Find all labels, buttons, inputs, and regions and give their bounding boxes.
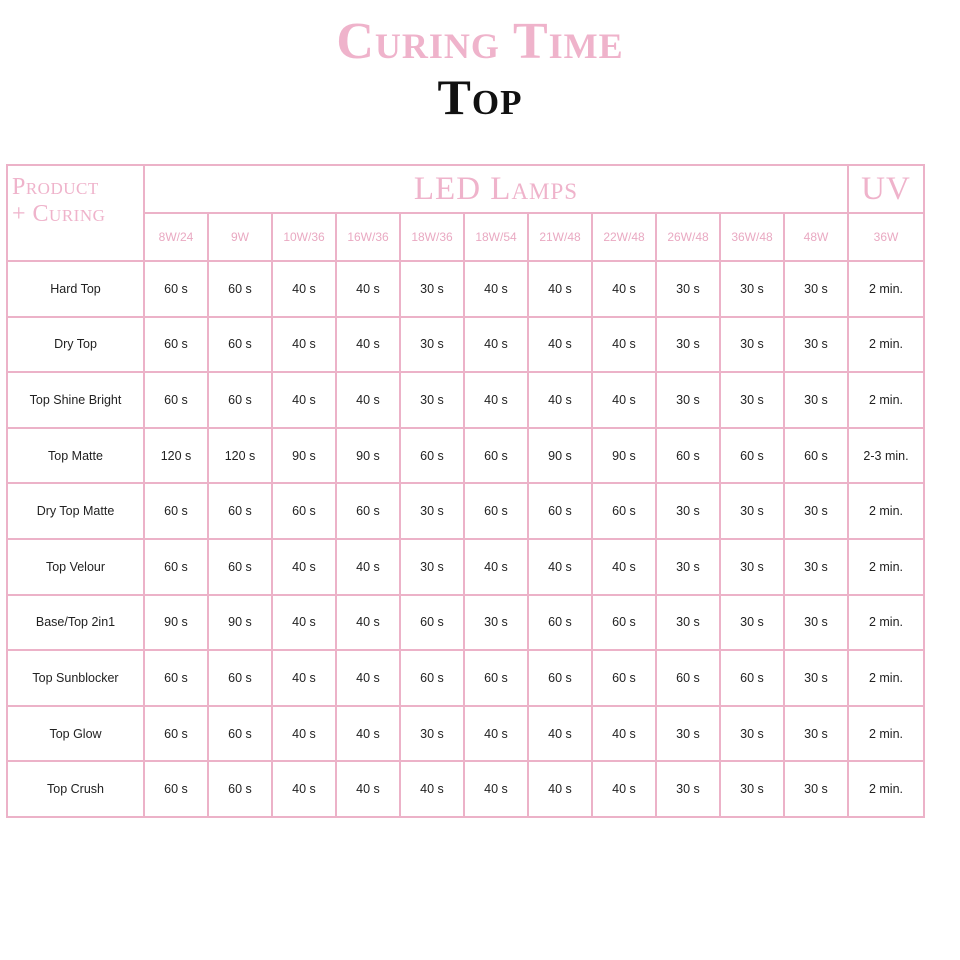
curing-time-cell: 2 min.: [848, 372, 924, 428]
page-subtitle: Top: [437, 69, 523, 125]
curing-time-cell: 60 s: [208, 650, 272, 706]
curing-time-cell: 40 s: [336, 761, 400, 817]
curing-time-cell: 2-3 min.: [848, 428, 924, 484]
curing-time-cell: 2 min.: [848, 317, 924, 373]
curing-time-cell: 30 s: [400, 706, 464, 762]
curing-time-cell: 2 min.: [848, 539, 924, 595]
curing-time-cell: 30 s: [720, 761, 784, 817]
curing-time-cell: 2 min.: [848, 761, 924, 817]
curing-time-cell: 30 s: [400, 317, 464, 373]
table-row: [7, 595, 924, 651]
curing-time-cell: 40 s: [464, 261, 528, 317]
curing-time-cell: 40 s: [336, 372, 400, 428]
product-name-cell: Dry Top Matte: [7, 483, 144, 539]
curing-time-cell: 60 s: [208, 317, 272, 373]
curing-time-cell: 40 s: [272, 261, 336, 317]
curing-time-cell: 40 s: [464, 372, 528, 428]
lamp-column-header: 10W/36: [272, 213, 336, 261]
curing-time-cell: 40 s: [400, 761, 464, 817]
curing-time-cell: 30 s: [656, 539, 720, 595]
curing-time-cell: 60 s: [528, 595, 592, 651]
curing-time-cell: 40 s: [336, 317, 400, 373]
table-row: [7, 650, 924, 706]
curing-time-cell: 90 s: [528, 428, 592, 484]
product-header-line1: Product: [12, 174, 99, 200]
curing-time-cell: 2 min.: [848, 261, 924, 317]
curing-time-cell: 30 s: [656, 317, 720, 373]
curing-time-cell: 120 s: [144, 428, 208, 484]
curing-time-cell: 40 s: [528, 317, 592, 373]
curing-time-cell: 40 s: [592, 261, 656, 317]
table-row: [7, 372, 924, 428]
curing-time-cell: 60 s: [144, 706, 208, 762]
curing-time-cell: 30 s: [784, 595, 848, 651]
curing-time-cell: 60 s: [208, 261, 272, 317]
curing-time-cell: 2 min.: [848, 706, 924, 762]
table-header: [7, 165, 924, 261]
curing-time-cell: 40 s: [592, 317, 656, 373]
lamp-column-header: 26W/48: [656, 213, 720, 261]
product-name-cell: Top Crush: [7, 761, 144, 817]
product-name-cell: Base/Top 2in1: [7, 595, 144, 651]
table-row: [7, 706, 924, 762]
curing-time-cell: 60 s: [464, 650, 528, 706]
curing-time-cell: 30 s: [784, 372, 848, 428]
curing-time-cell: 60 s: [400, 650, 464, 706]
curing-time-cell: 2 min.: [848, 650, 924, 706]
product-header-line2: + Curing: [12, 201, 106, 227]
curing-time-cell: 60 s: [592, 650, 656, 706]
curing-time-cell: 90 s: [208, 595, 272, 651]
curing-time-cell: 40 s: [272, 372, 336, 428]
lamp-column-header: 22W/48: [592, 213, 656, 261]
curing-time-cell: 60 s: [208, 761, 272, 817]
curing-time-cell: 40 s: [528, 261, 592, 317]
curing-time-table: [6, 164, 925, 818]
curing-time-cell: 40 s: [528, 539, 592, 595]
product-name-cell: Top Glow: [7, 706, 144, 762]
curing-time-cell: 60 s: [528, 650, 592, 706]
table-row: [7, 539, 924, 595]
curing-time-cell: 60 s: [144, 761, 208, 817]
curing-time-cell: 40 s: [528, 761, 592, 817]
header-group-row: [7, 165, 924, 213]
table-body: [7, 261, 924, 817]
curing-time-cell: 60 s: [272, 483, 336, 539]
curing-time-cell: 90 s: [272, 428, 336, 484]
curing-time-cell: 60 s: [336, 483, 400, 539]
curing-time-cell: 30 s: [400, 539, 464, 595]
curing-time-cell: 60 s: [656, 650, 720, 706]
curing-time-cell: 30 s: [656, 483, 720, 539]
lamp-column-header: 18W/54: [464, 213, 528, 261]
curing-time-cell: 40 s: [464, 761, 528, 817]
curing-time-cell: 40 s: [592, 372, 656, 428]
curing-time-cell: 2 min.: [848, 483, 924, 539]
curing-time-cell: 60 s: [144, 539, 208, 595]
curing-time-cell: 30 s: [400, 483, 464, 539]
curing-time-cell: 30 s: [720, 595, 784, 651]
curing-time-cell: 40 s: [336, 539, 400, 595]
curing-time-cell: 60 s: [208, 483, 272, 539]
curing-time-cell: 30 s: [656, 261, 720, 317]
curing-time-cell: 30 s: [656, 372, 720, 428]
curing-time-cell: 30 s: [720, 539, 784, 595]
product-name-cell: Top Velour: [7, 539, 144, 595]
table-row: [7, 261, 924, 317]
curing-time-cell: 30 s: [720, 317, 784, 373]
curing-time-cell: 60 s: [144, 650, 208, 706]
curing-time-cell: 60 s: [720, 650, 784, 706]
curing-time-cell: 60 s: [144, 372, 208, 428]
curing-time-cell: 30 s: [720, 483, 784, 539]
lamp-column-header: 21W/48: [528, 213, 592, 261]
lamp-column-header: 18W/36: [400, 213, 464, 261]
curing-time-cell: 30 s: [400, 261, 464, 317]
product-name-cell: Top Matte: [7, 428, 144, 484]
curing-time-cell: 30 s: [400, 372, 464, 428]
table-row: [7, 483, 924, 539]
curing-time-cell: 60 s: [464, 428, 528, 484]
table-row: [7, 761, 924, 817]
curing-time-cell: 40 s: [336, 261, 400, 317]
curing-time-cell: 40 s: [272, 539, 336, 595]
curing-time-cell: 60 s: [464, 483, 528, 539]
curing-time-cell: 60 s: [592, 483, 656, 539]
curing-time-cell: 60 s: [400, 595, 464, 651]
page-title: Curing Time: [336, 13, 624, 70]
curing-time-cell: 30 s: [656, 706, 720, 762]
curing-time-cell: 60 s: [720, 428, 784, 484]
curing-time-cell: 40 s: [272, 706, 336, 762]
curing-time-cell: 30 s: [784, 317, 848, 373]
curing-time-cell: 40 s: [336, 650, 400, 706]
curing-time-cell: 90 s: [336, 428, 400, 484]
lamp-column-header: 16W/36: [336, 213, 400, 261]
curing-time-cell: 30 s: [784, 650, 848, 706]
table-row: [7, 428, 924, 484]
curing-time-cell: 30 s: [784, 261, 848, 317]
curing-time-cell: 90 s: [592, 428, 656, 484]
curing-time-cell: 40 s: [464, 317, 528, 373]
curing-time-cell: 60 s: [144, 317, 208, 373]
product-curing-header: [7, 165, 144, 261]
curing-time-cell: 40 s: [464, 539, 528, 595]
curing-time-cell: 2 min.: [848, 595, 924, 651]
curing-time-cell: 40 s: [592, 761, 656, 817]
curing-time-cell: 60 s: [208, 372, 272, 428]
curing-time-cell: 40 s: [336, 595, 400, 651]
lamp-column-header: 36W/48: [720, 213, 784, 261]
curing-time-cell: 60 s: [400, 428, 464, 484]
curing-time-cell: 120 s: [208, 428, 272, 484]
curing-time-cell: 40 s: [528, 372, 592, 428]
curing-time-cell: 40 s: [592, 706, 656, 762]
curing-time-cell: 40 s: [272, 650, 336, 706]
product-name-cell: Dry Top: [7, 317, 144, 373]
lamp-wattage-row: [7, 213, 924, 261]
curing-time-cell: 30 s: [784, 706, 848, 762]
curing-time-cell: 60 s: [208, 706, 272, 762]
curing-time-cell: 30 s: [784, 761, 848, 817]
curing-time-cell: 30 s: [656, 761, 720, 817]
curing-time-cell: 40 s: [528, 706, 592, 762]
curing-time-cell: 60 s: [784, 428, 848, 484]
curing-time-cell: 40 s: [272, 317, 336, 373]
curing-time-cell: 30 s: [784, 539, 848, 595]
curing-time-cell: 60 s: [592, 595, 656, 651]
product-name-cell: Top Sunblocker: [7, 650, 144, 706]
uv-header: UV: [848, 165, 924, 213]
curing-time-cell: 30 s: [720, 706, 784, 762]
curing-time-cell: 40 s: [336, 706, 400, 762]
curing-time-cell: 40 s: [272, 595, 336, 651]
curing-time-cell: 60 s: [528, 483, 592, 539]
table-row: [7, 317, 924, 373]
lamp-column-header: 48W: [784, 213, 848, 261]
curing-time-cell: 40 s: [272, 761, 336, 817]
curing-time-cell: 60 s: [144, 261, 208, 317]
lamp-column-header: 9W: [208, 213, 272, 261]
curing-time-cell: 60 s: [144, 483, 208, 539]
curing-time-cell: 30 s: [720, 372, 784, 428]
curing-time-cell: 40 s: [464, 706, 528, 762]
lamp-column-header: 8W/24: [144, 213, 208, 261]
curing-time-cell: 60 s: [656, 428, 720, 484]
curing-time-cell: 30 s: [656, 595, 720, 651]
curing-time-cell: 30 s: [784, 483, 848, 539]
lamp-column-header: 36W: [848, 213, 924, 261]
curing-time-cell: 30 s: [720, 261, 784, 317]
led-lamps-header: LED Lamps: [144, 165, 848, 213]
curing-time-cell: 90 s: [144, 595, 208, 651]
product-name-cell: Hard Top: [7, 261, 144, 317]
curing-time-cell: 40 s: [592, 539, 656, 595]
product-name-cell: Top Shine Bright: [7, 372, 144, 428]
curing-time-cell: 30 s: [464, 595, 528, 651]
curing-time-cell: 60 s: [208, 539, 272, 595]
